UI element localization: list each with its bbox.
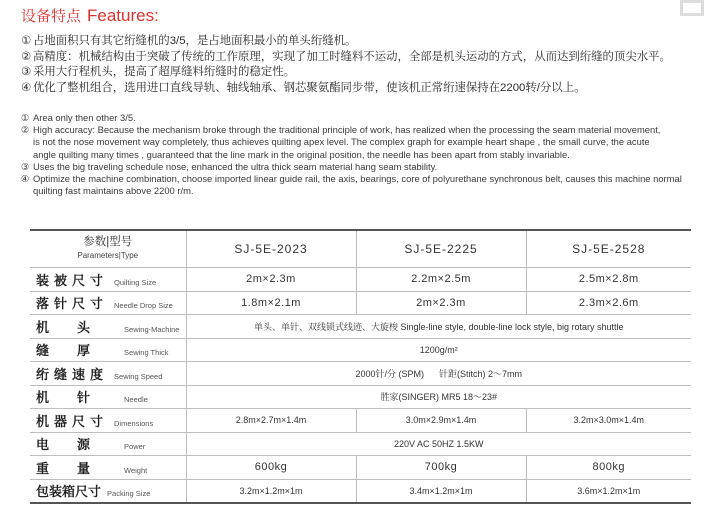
table-row: 机针 Needle 胜家(SINGER) MR5 18～23# [30, 385, 691, 409]
table-row: 重量 Weight 600kg 700kg 800kg [30, 456, 691, 480]
feature-cn-item: ④ 优化了整机组合，选用进口直线导轨、轴线轴承、钢芯聚氨酯同步带，使该机正常绗速保持在2200转/分以上。 [21, 81, 586, 94]
title-cn: 设备特点 [21, 8, 82, 25]
table-row: 装被尺寸 Quilting Size 2m×2.3m 2.2m×2.5m 2.5m×2.8m [30, 268, 691, 292]
model-header: SJ-5E-2528 [526, 230, 691, 268]
feature-cn-item: ③ 采用大行程机头，提高了超厚缝料绗缝时的稳定性。 [21, 66, 295, 78]
title-en: Features: [87, 6, 159, 25]
feature-en-item: ③ Uses the big traveling schedule nose, enhanced the ultra thick seam material hang seam stability. [21, 160, 438, 172]
model-header: SJ-5E-2023 [186, 230, 356, 268]
feature-en-item: ④ Optimize the machine combination, choose imported linear guide rail, the axis, bearings, core of polyurethane synchronous belt, causes this machine normal quilting fast maintains above 2200 r/m. [21, 173, 682, 197]
header-label-cell: 参数|型号 Parameters|Type [30, 230, 186, 268]
table-row: 机头 Sewing-Machine 单头、单针、双线锁式线迹、大旋梭 Single-line style, double-line lock style, big rotary shuttle [30, 315, 691, 339]
features-en-list [21, 112, 706, 197]
table-header-row [30, 230, 691, 268]
feature-cn-item: ① 占地面积只有其它绗缝机的3/5，是占地面积最小的单头绗缝机。 [21, 35, 357, 47]
section-title [21, 5, 159, 26]
spec-table [30, 229, 691, 504]
corner-decoration-icon [680, 0, 704, 16]
table-row: 绗缝速度 Sewing Speed 2000针/分 (SPM) 针距(Stitch) 2～7mm [30, 362, 691, 386]
model-header: SJ-5E-2225 [356, 230, 526, 268]
feature-en-item: ① Area only then other 3/5. [21, 112, 136, 123]
table-row: 机器尺寸 Dimensions 2.8m×2.7m×1.4m 3.0m×2.9m×1.4m 3.2m×3.0m×1.4m [30, 409, 691, 433]
feature-en-item: ② High accuracy: Because the mechanism broke through the traditional principle of work, has realized when the processing the seam material movement, is not the nose movement way completely, thus achieves quilting apex level. The complex graph for example heart shape , the small curve, the acute angle quilting many times , guaranteed that the line mark in the original position, the needle has been apart from stably invariable. [21, 124, 661, 160]
feature-cn-item: ② 高精度：机械结构由于突破了传统的工作原理，实现了加工时缝料不运动，全部是机头运动的方式，从而达到绗缝的顶尖水平。 [21, 50, 671, 63]
table-row: 落针尺寸 Needle Drop Size 1.8m×2.1m 2m×2.3m 2.3m×2.6m [30, 291, 691, 315]
table-row: 包装箱尺寸 Packing Size 3.2m×1.2m×1m 3.4m×1.2m×1m 3.6m×1.2m×1m [30, 479, 691, 503]
table-row: 电源 Power 220V AC 50HZ 1.5KW [30, 432, 691, 456]
features-cn-list [21, 34, 706, 96]
table-row: 缝厚 Sewing Thick 1200g/m² [30, 338, 691, 362]
